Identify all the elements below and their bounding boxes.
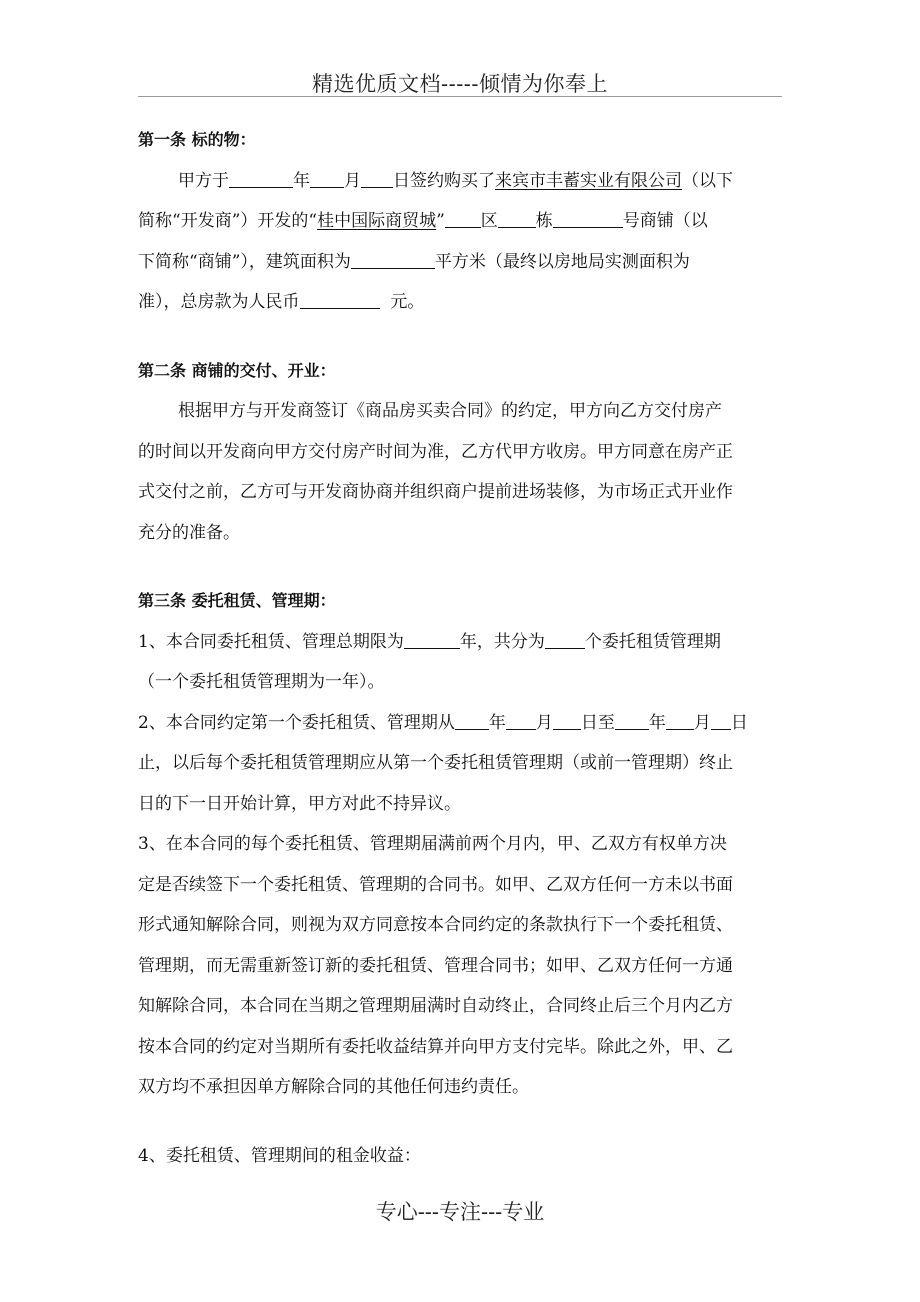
page-footer: 专心---专注---专业 [375, 1200, 545, 1224]
text: 元。 [390, 292, 425, 312]
spacer [138, 553, 798, 581]
spacer [138, 323, 798, 351]
clause-3-line: 知解除合同，本合同在当期之管理期届满时自动终止，合同终止后三个月内乙方 [138, 996, 733, 1016]
clause-2-line-1 [138, 703, 798, 744]
clause-3-line: 3、在本合同的每个委托租赁、管理期届满前两个月内，甲、乙双方有权单方决 [138, 834, 727, 854]
article-1-line-1 [138, 161, 798, 202]
document-body [138, 120, 798, 1176]
article-2-line: 的时间以开发商向甲方交付房产时间为准，乙方代甲方收房。甲方同意在房产正 [138, 441, 733, 462]
blank-price [300, 290, 380, 309]
text: 甲方于 [178, 170, 229, 191]
text: ” [436, 211, 445, 231]
text: 年，共分为 [459, 631, 545, 652]
blank [553, 711, 581, 730]
text: 月 [344, 170, 361, 191]
page-header: 精选优质文档-----倾情为你奉上 [312, 72, 608, 96]
article-2-line: 式交付之前，乙方可与开发商协商并组织商户提前进场装修，为市场正式开业作 [138, 482, 733, 502]
blank-building [498, 209, 536, 228]
text: 日 [730, 712, 748, 733]
text: 简称“开发商”）开发的“ [138, 211, 318, 231]
blank [711, 711, 731, 730]
text: 栋 [535, 211, 553, 231]
article-1-heading: 第一条 标的物： [138, 130, 256, 149]
text: （以下 [682, 170, 733, 191]
clause-3-line: 形式通知解除合同，则视为双方同意按本合同约定的条款执行下一个委托租赁、 [138, 915, 733, 935]
text: 区 [480, 211, 498, 231]
blank-day [361, 169, 393, 188]
article-2-line: 根据甲方与开发商签订《商品房买卖合同》的约定，甲方向乙方交付房产 [178, 401, 722, 421]
clause-3-line: 双方均不承担因单方解除合同的其他任何违约责任。 [138, 1077, 529, 1097]
text: 1、本合同委托租赁、管理总期限为 [138, 631, 404, 652]
article-2-heading: 第二条 商铺的交付、开业： [138, 360, 336, 380]
blank [615, 711, 649, 730]
text: 年 [293, 170, 310, 191]
text: 2、本合同约定第一个委托租赁、管理期从 [138, 712, 455, 733]
header-divider [138, 96, 782, 97]
blank-shop-number [553, 209, 623, 228]
article-1-line-3 [138, 242, 798, 283]
blank [506, 711, 536, 730]
text: 月 [535, 712, 553, 733]
text: 年 [648, 712, 666, 733]
blank-area [351, 250, 435, 269]
developer-company: 来宾市丰蓄实业有限公司 [495, 170, 682, 191]
blank [455, 711, 489, 730]
blank-periods [545, 630, 585, 649]
blank-month [310, 169, 344, 188]
spacer [138, 1108, 798, 1136]
text: 准），总房款为人民币 [138, 292, 300, 312]
clause-1-line-2: （一个委托租赁管理期为一年）。 [138, 672, 385, 692]
text: 月 [693, 712, 711, 733]
text: 下简称“商铺”），建筑面积为 [138, 251, 351, 272]
text: 日至 [580, 712, 615, 733]
text: 日签约购买了 [393, 170, 495, 191]
clause-1-line-1 [138, 622, 798, 663]
clause-2-line-2: 止，以后每个委托租赁管理期应从第一个委托租赁管理期（或前一管理期）终止 [138, 753, 733, 773]
clause-2-line-3: 日的下一日开始计算，甲方对此不持异议。 [138, 793, 461, 814]
text: 平方米（最终以房地局实测面积为 [434, 251, 690, 272]
blank-year [229, 169, 293, 188]
article-1-line-4 [138, 282, 798, 323]
blank-total-years [404, 630, 460, 649]
text: 年 [488, 712, 506, 733]
clause-4-line: 4、委托租赁、管理期间的租金收益： [138, 1145, 421, 1166]
article-3-heading: 第三条 委托租赁、管理期： [138, 591, 336, 610]
text: 号商铺（以 [622, 211, 708, 231]
article-1-line-2 [138, 201, 798, 242]
article-2-line: 充分的准备。 [138, 522, 240, 543]
clause-3-line: 按本合同的约定对当期所有委托收益结算并向甲方支付完毕。除此之外，甲、乙 [138, 1036, 733, 1057]
clause-3-line: 管理期，而无需重新签订新的委托租赁、管理合同书；如甲、乙双方任何一方通 [138, 955, 733, 976]
blank [666, 711, 694, 730]
text: 个委托租赁管理期 [584, 631, 721, 652]
clause-3-line: 定是否续签下一个委托租赁、管理期的合同书。如甲、乙双方任何一方未以书面 [138, 874, 733, 895]
project-name: 桂中国际商贸城 [317, 211, 437, 231]
blank-zone [445, 209, 481, 228]
